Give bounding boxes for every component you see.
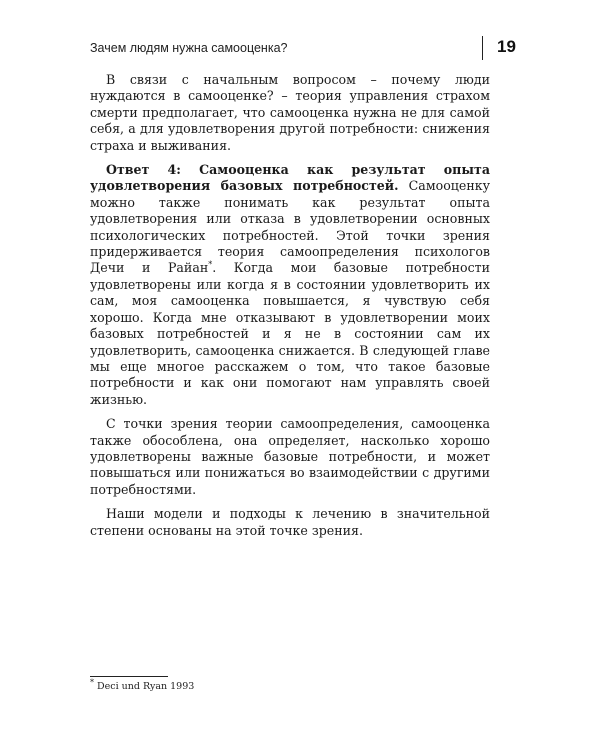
footnote-reference: * [208, 260, 213, 270]
page-number: 19 [497, 37, 516, 56]
footnote-divider [90, 676, 168, 677]
paragraph-1: В связи с начальным вопросом – почему люди нуждаются в самооценке? – теория управления страхом смерти предполагает, что самооценка нужна не для самой себя, а для удовлетворения другой потребности: снижения страха и выживания. [90, 72, 490, 153]
paragraph-4: Наши модели и подходы к лечению в значительной степени основаны на этой точке зрения. [90, 506, 490, 538]
answer-4-heading: Ответ 4: Самооценка как результат опыта удовлетворения базовых потребностей. [90, 162, 490, 194]
paragraph-2 [90, 162, 490, 408]
running-title: Зачем людям нужна самооценка? [90, 41, 288, 55]
header-divider [482, 36, 483, 60]
body-text [90, 72, 490, 547]
paragraph-2-text-a: Самооценку можно также понимать как результат опыта удовлетворения или отказа в удовлетворении основных психологических потребностей. Этой точки зрения придерживается теория самоопределения психологов Дечи и Райан [90, 178, 491, 276]
footnote [90, 677, 195, 692]
paragraph-3: С точки зрения теории самоопределения, самооценка также обособлена, она определяет, насколько хорошо удовлетворены важные базовые потребности, и может повышаться или понижаться во взаимодействии с другими потребностями. [90, 416, 490, 497]
paragraph-2-text-b: . Когда мои базовые потребности удовлетворены или когда я в состоянии удовлетворить их сам, моя самооценка повышается, я чувствую себя хорошо. Когда мне отказывают в удовлетворении моих базовых потребностей и я не в состоянии сам их удовлетворить, самооценка снижается. В следующей главе мы еще многое расскажем о том, что такое базовые потребности и как они помогают нам управлять своей жизнью. [90, 260, 491, 407]
footnote-mark: * [90, 677, 94, 687]
footnote-text: Deci und Ryan 1993 [94, 681, 195, 692]
